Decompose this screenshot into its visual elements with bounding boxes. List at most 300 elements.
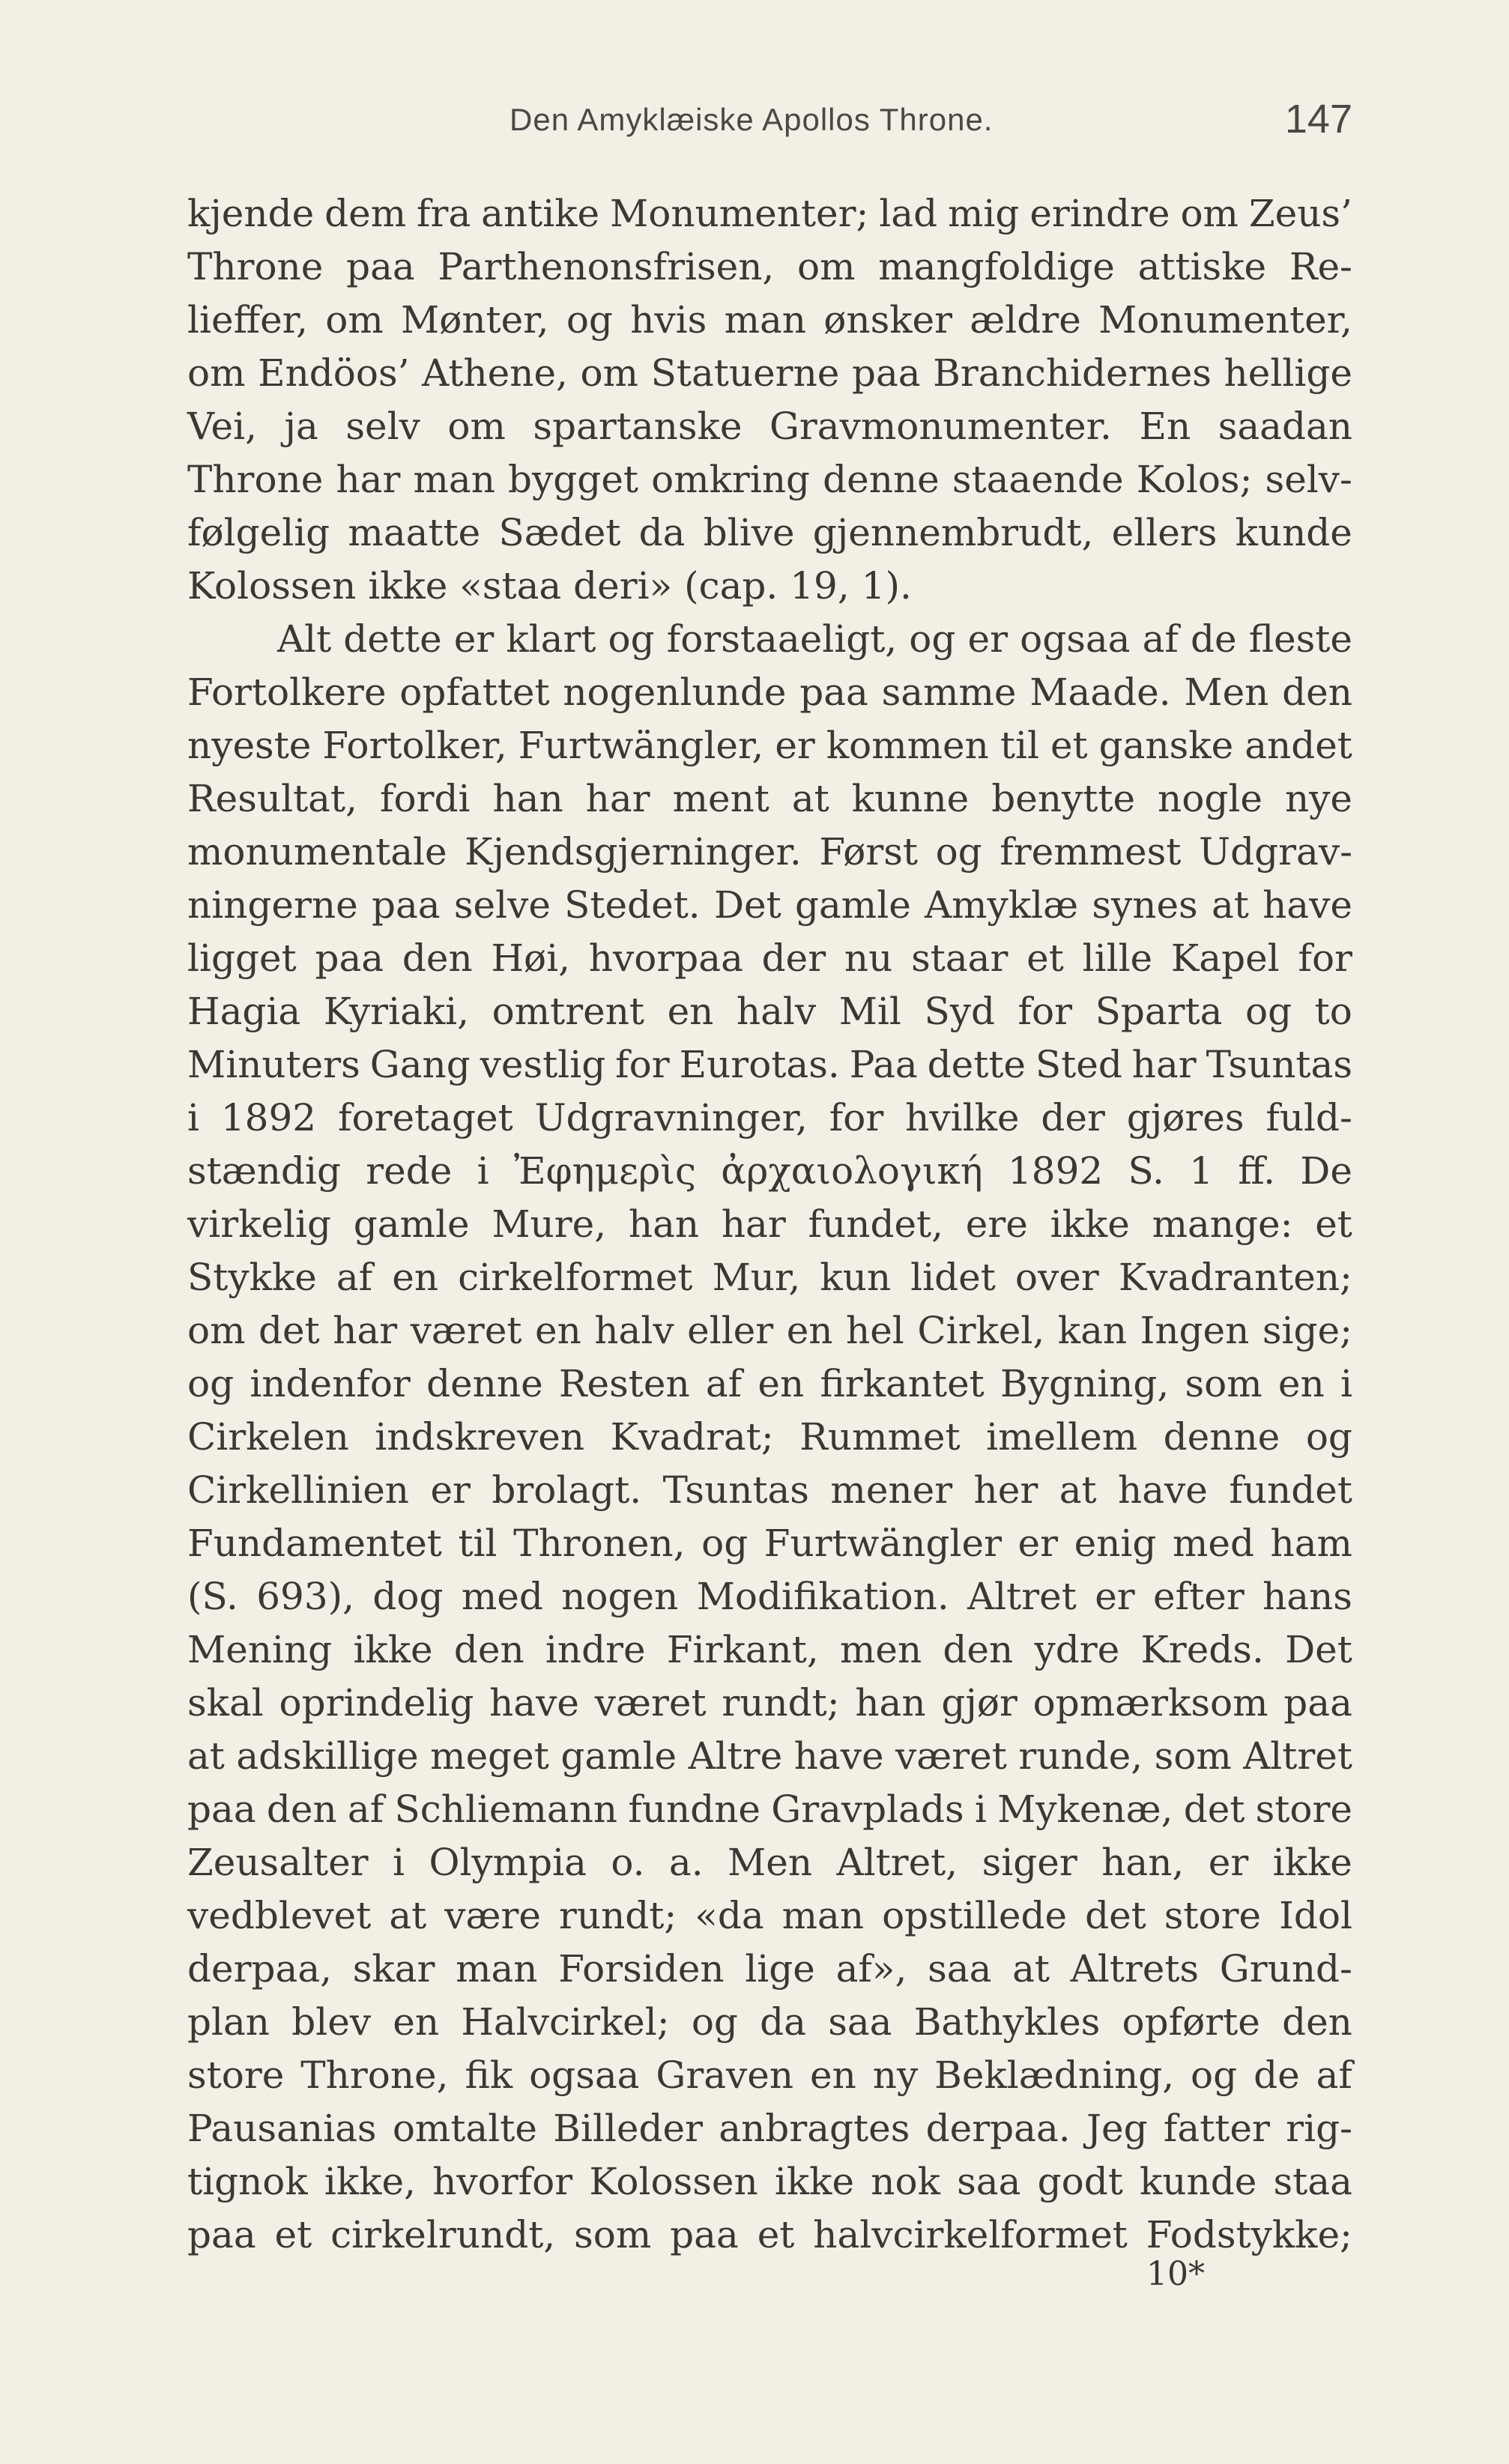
word: Statuerne [650, 351, 840, 395]
word: selv- [1265, 458, 1352, 501]
word: at [1211, 883, 1249, 927]
word: er [453, 617, 495, 661]
word: hvorfor [432, 2160, 573, 2203]
word: «da [695, 1894, 764, 1937]
word: ogsaa [529, 2053, 640, 2097]
word: Bygning, [1000, 1362, 1170, 1405]
word: over [1014, 1256, 1099, 1299]
word: for [829, 1096, 884, 1139]
word: anbragtes [719, 2107, 910, 2150]
word: Athene, [422, 351, 568, 395]
word: forstaaeligt, [666, 617, 898, 661]
word: Endöos’ [258, 351, 410, 395]
word: cirkelrundt, [330, 2213, 556, 2256]
word: efter [1153, 1575, 1245, 1618]
word: Kvadrat; [610, 1415, 774, 1459]
word: Kapel [1170, 936, 1280, 980]
word: Ingen [1140, 1309, 1250, 1352]
word: denne [426, 1362, 543, 1405]
body-text [187, 187, 1352, 2262]
word: Ἐφημερὶς [513, 1149, 696, 1193]
word: er [1095, 1575, 1135, 1618]
word: ikke [774, 2160, 855, 2203]
word: ønsker [823, 298, 953, 342]
text-line [187, 613, 1352, 666]
word: Tsuntas [1206, 1043, 1352, 1086]
word: a. [668, 1841, 704, 1884]
word: da [760, 2000, 806, 2044]
word: gjør [941, 1681, 1017, 1725]
word: og [1245, 990, 1292, 1033]
word: har [721, 1202, 786, 1246]
word: nu [844, 936, 893, 980]
word: lige [745, 1947, 815, 1991]
text-line [187, 1677, 1352, 1730]
word: samme [881, 671, 1017, 714]
word: rundt; [722, 1681, 840, 1725]
text-line [187, 506, 1352, 560]
word: har [585, 777, 650, 820]
word: i [477, 1149, 489, 1193]
word: ny [872, 2053, 919, 2097]
text-line [187, 347, 1352, 400]
word: saadan [1218, 405, 1352, 448]
word: da [638, 511, 686, 554]
word: Idol [1279, 1894, 1352, 1937]
word: benytte [991, 777, 1136, 820]
text-line [187, 719, 1352, 772]
text-line [187, 400, 1352, 453]
word: mener [830, 1468, 953, 1512]
word: her [973, 1468, 1038, 1512]
word: en [667, 990, 714, 1033]
word: Mure, [492, 1202, 607, 1246]
word: skar [352, 1947, 435, 1991]
word: kun [820, 1256, 892, 1299]
word: man [724, 298, 806, 342]
word: en [392, 1256, 439, 1299]
word: om [580, 351, 639, 395]
word: Syd [924, 990, 995, 1033]
word: Mykenæ, [997, 1788, 1173, 1831]
word: for [615, 1043, 670, 1086]
text-line [187, 1996, 1352, 2049]
word: Gravmonumenter. [769, 405, 1112, 448]
word: om [187, 1309, 246, 1352]
word: gjennembrudt, [812, 511, 1094, 554]
word: siger [982, 1841, 1077, 1884]
word: er [430, 1468, 471, 1512]
word: fundet [1229, 1468, 1352, 1512]
word: ikke [353, 1628, 433, 1671]
word: han [855, 1681, 926, 1725]
word: om [797, 245, 856, 288]
word: ikke [1272, 1841, 1352, 1884]
word: kjende [187, 192, 315, 235]
word: hvis [630, 298, 707, 342]
word: runde, [1018, 1734, 1143, 1778]
text-line [187, 1517, 1352, 1570]
word: Furtwängler [763, 1522, 1002, 1565]
text-line [187, 2209, 1352, 2262]
word: den [943, 1628, 1014, 1671]
word: Pausanias [187, 2107, 377, 2150]
word: det [1183, 1788, 1245, 1831]
word: en [393, 2000, 440, 2044]
page-number: 147 [1284, 97, 1352, 142]
word: nye [1284, 777, 1352, 820]
word: Gravplads [771, 1788, 964, 1831]
word: dem [324, 192, 407, 235]
word: som [1185, 1362, 1262, 1405]
word: plan [187, 2000, 270, 2044]
text-line [187, 1623, 1352, 1677]
word: paa [187, 2213, 256, 2256]
word: o. [611, 1841, 645, 1884]
word: at [1012, 1947, 1050, 1991]
word: lille [1082, 936, 1153, 980]
word: Schliemann [394, 1788, 618, 1831]
word: ere [965, 1202, 1028, 1246]
word: Stykke [187, 1256, 317, 1299]
word: er [1208, 1841, 1249, 1884]
word: dog [372, 1575, 444, 1618]
word: Kolossen [589, 2160, 758, 2203]
word: Kvadranten; [1118, 1256, 1352, 1299]
word: om [187, 351, 246, 395]
word: indskreven [375, 1415, 585, 1459]
word: Jeg [1086, 2107, 1148, 2150]
word: rede [366, 1149, 453, 1193]
word: han, [1101, 1841, 1185, 1884]
word: gamle [353, 1202, 470, 1246]
word: Altrets [1070, 1947, 1200, 1991]
word: Det [1285, 1628, 1352, 1671]
word: mangfoldige [878, 245, 1115, 288]
word: 693), [256, 1575, 355, 1618]
word: foretaget [337, 1096, 513, 1139]
word: lidet [910, 1256, 996, 1299]
word: Halvcirkel; [461, 2000, 670, 2044]
word: blev [291, 2000, 372, 2044]
word: Mønter, [401, 298, 549, 342]
word: at [791, 777, 829, 820]
word: man [456, 1947, 538, 1991]
word: Parthenonsfrisen, [438, 245, 775, 288]
word: hel [846, 1309, 904, 1352]
word: eller [687, 1309, 774, 1352]
word: den [402, 936, 473, 980]
word: Mur, [712, 1256, 801, 1299]
word: vestlig [480, 1043, 606, 1086]
word: Kolos; [1136, 458, 1253, 501]
word: to [1314, 990, 1352, 1033]
word: ældre [970, 298, 1081, 342]
word: ellers [1111, 511, 1218, 554]
word: store [187, 2053, 285, 2097]
word: ff. [1238, 1149, 1275, 1193]
word: opmærksom [1032, 1681, 1268, 1725]
word: Cirkelen [187, 1415, 349, 1459]
word: dette [927, 1043, 1026, 1086]
word: en [1277, 1362, 1325, 1405]
word: fik [465, 2053, 513, 2097]
word: saa [928, 1947, 992, 1991]
word: har [333, 1309, 398, 1352]
word: den [266, 1788, 337, 1831]
word: Det [713, 883, 781, 927]
word: indre [545, 1628, 646, 1671]
word: Kreds. [1140, 1628, 1264, 1671]
word: Udgrav- [1198, 830, 1352, 874]
word: oprindelig [279, 1681, 474, 1725]
word: kunne [851, 777, 970, 820]
text-line [187, 1730, 1352, 1783]
word: brolagt. [492, 1468, 642, 1512]
word: den [453, 1628, 524, 1671]
word: ja [284, 405, 318, 448]
text-line [187, 1304, 1352, 1357]
word: Monumenter; [610, 192, 869, 235]
word: 1892 [220, 1096, 317, 1139]
word: gamle [794, 883, 911, 927]
word: omtrent [492, 990, 645, 1033]
text-line [187, 1092, 1352, 1145]
word: have [1118, 1468, 1208, 1512]
word: dette [343, 617, 442, 661]
word: Sædet [498, 511, 621, 554]
word: Billeder [553, 2107, 704, 2150]
word: i [1340, 1362, 1352, 1405]
word: virkelig [187, 1202, 332, 1246]
word: ganske [1098, 724, 1234, 767]
word: gamle [560, 1734, 677, 1778]
text-line [187, 1038, 1352, 1092]
word: Paa [849, 1043, 918, 1086]
word: paa [851, 351, 921, 395]
word: halvcirkelformet [813, 2213, 1128, 2256]
word: fuld- [1265, 1096, 1352, 1139]
word: Furtwängler, [518, 724, 764, 767]
word: imellem [986, 1415, 1138, 1459]
word: derpaa, [187, 1947, 333, 1991]
word: Kyriaki, [323, 990, 470, 1033]
word: om [1180, 192, 1239, 235]
word: mange: [1152, 1202, 1293, 1246]
word: meget [430, 1734, 549, 1778]
text-line: Kolossen ikke «staa deri» (cap. 19, 1). [187, 564, 912, 608]
word: en [810, 2053, 856, 2097]
word: erindre [1029, 192, 1170, 235]
word: af», [835, 1947, 907, 1991]
word: Gang [369, 1043, 471, 1086]
word: Udgravninger, [534, 1096, 808, 1139]
word: ikke [1050, 1202, 1130, 1246]
word: indenfor [250, 1362, 411, 1405]
word: været [594, 1681, 707, 1725]
text-line [187, 2102, 1352, 2155]
word: at [389, 1894, 427, 1937]
word: Mening [187, 1628, 333, 1671]
word: og [566, 298, 613, 342]
word: nogle [1158, 777, 1262, 820]
text-line [187, 240, 1352, 294]
word: bygget [508, 458, 638, 501]
word: Høi, [491, 936, 571, 980]
word: til [1000, 724, 1039, 767]
word: ningerne [187, 883, 358, 927]
word: S. [1128, 1149, 1164, 1193]
word: og [187, 1362, 235, 1405]
word: Forsiden [558, 1947, 725, 1991]
word: fundne [628, 1788, 761, 1831]
word: ydre [1034, 1628, 1120, 1671]
signature-mark: 10* [1146, 2255, 1205, 2293]
word: lad [879, 192, 938, 235]
word: Altret, [836, 1841, 958, 1884]
word: paa [315, 936, 384, 980]
word: fundet, [808, 1202, 944, 1246]
word: paa [371, 883, 441, 927]
word: for [1298, 936, 1352, 980]
word: ἀρχαιολογική [721, 1149, 983, 1193]
word: er [967, 617, 1008, 661]
word: og [701, 1522, 749, 1565]
word: saa [828, 2000, 892, 2044]
word: at [1059, 1468, 1097, 1512]
word: som [1154, 1734, 1232, 1778]
text-line [187, 453, 1352, 506]
word: staa [1273, 2160, 1352, 2203]
text-line [187, 1251, 1352, 1304]
word: mig [948, 192, 1020, 235]
word: spartanske [533, 405, 743, 448]
word: være [444, 1894, 541, 1937]
word: selv [345, 405, 420, 448]
word: paa [799, 671, 868, 714]
word: et [274, 2213, 312, 2256]
word: halv [736, 990, 817, 1033]
word: antike [481, 192, 600, 235]
word: godt [1037, 2160, 1123, 2203]
word: af [1142, 617, 1179, 661]
word: ligget [187, 936, 297, 980]
word: et [1050, 724, 1088, 767]
word: monumentale [187, 830, 447, 874]
word: Zeusalter [187, 1841, 369, 1884]
word: nogenlunde [563, 671, 787, 714]
word: Grund- [1219, 1947, 1352, 1991]
word: have [793, 1734, 884, 1778]
word: have [1262, 883, 1352, 927]
word: Altre [688, 1734, 783, 1778]
word: Men [728, 1841, 813, 1884]
word: hvilke [905, 1096, 1020, 1139]
word: firkantet [820, 1362, 985, 1405]
word: ham [1270, 1522, 1352, 1565]
word: Amyklæ [925, 883, 1079, 927]
word: (S. [187, 1575, 238, 1618]
text-line [187, 1836, 1352, 1889]
word: enig [1074, 1522, 1157, 1565]
word: Vei, [187, 405, 257, 448]
word: vedblevet [187, 1894, 372, 1937]
word: andet [1245, 724, 1352, 767]
text-line [187, 294, 1352, 347]
word: der [1041, 1096, 1105, 1139]
word: staar [911, 936, 1008, 980]
word: derpaa. [925, 2107, 1071, 2150]
word: Throne, [300, 2053, 449, 2097]
word: store [1164, 1894, 1262, 1937]
word: denne [1163, 1415, 1280, 1459]
word: Cirkellinien [187, 1468, 409, 1512]
word: nyeste [187, 724, 312, 767]
text-line [187, 1943, 1352, 1996]
word: selve [453, 883, 551, 927]
word: Fortolkere [187, 671, 387, 714]
word: og [935, 830, 982, 874]
word: nok [871, 2160, 940, 2203]
word: Cirkel, [917, 1309, 1045, 1352]
word: fatter [1163, 2107, 1270, 2150]
word: En [1139, 405, 1191, 448]
text-line [187, 1198, 1352, 1251]
word: kunde [1140, 2160, 1257, 2203]
word: paa [1283, 1681, 1352, 1725]
text-line [187, 772, 1352, 826]
word: er [775, 724, 815, 767]
word: Throne [187, 458, 324, 501]
word: Kjendsgjerninger. [465, 830, 802, 874]
word: ikke, [324, 2160, 416, 2203]
word: af [705, 1362, 743, 1405]
word: paa [346, 245, 415, 288]
word: af [347, 1788, 384, 1831]
word: men [839, 1628, 922, 1671]
word: af [1316, 2053, 1352, 2097]
word: er [1017, 1522, 1059, 1565]
word: kunde [1235, 511, 1352, 554]
word: fremmest [1000, 830, 1182, 874]
text-line [187, 932, 1352, 985]
word: og [1191, 2053, 1238, 2097]
word: opfattet [399, 671, 550, 714]
word: De [1300, 1149, 1352, 1193]
word: skal [187, 1681, 264, 1725]
word: omtalte [392, 2107, 537, 2150]
word: tignok [187, 2160, 308, 2203]
word: Firkant, [666, 1628, 819, 1671]
word: som [574, 2213, 652, 2256]
word: de [1254, 2053, 1300, 2097]
word: han [628, 1202, 700, 1246]
word: paa [670, 2213, 739, 2256]
word: Minuters [187, 1043, 360, 1086]
word: opførte [1122, 2000, 1260, 2044]
text-line [187, 666, 1352, 719]
word: et [1315, 1202, 1352, 1246]
text-line [187, 1570, 1352, 1623]
word: have [489, 1681, 579, 1725]
word: ment [672, 777, 769, 820]
word: 1892 [1008, 1149, 1104, 1193]
word: paa [187, 1788, 256, 1831]
text-line [187, 1783, 1352, 1836]
word: blive [703, 511, 795, 554]
word: Resten [558, 1362, 690, 1405]
text-line [187, 2155, 1352, 2209]
